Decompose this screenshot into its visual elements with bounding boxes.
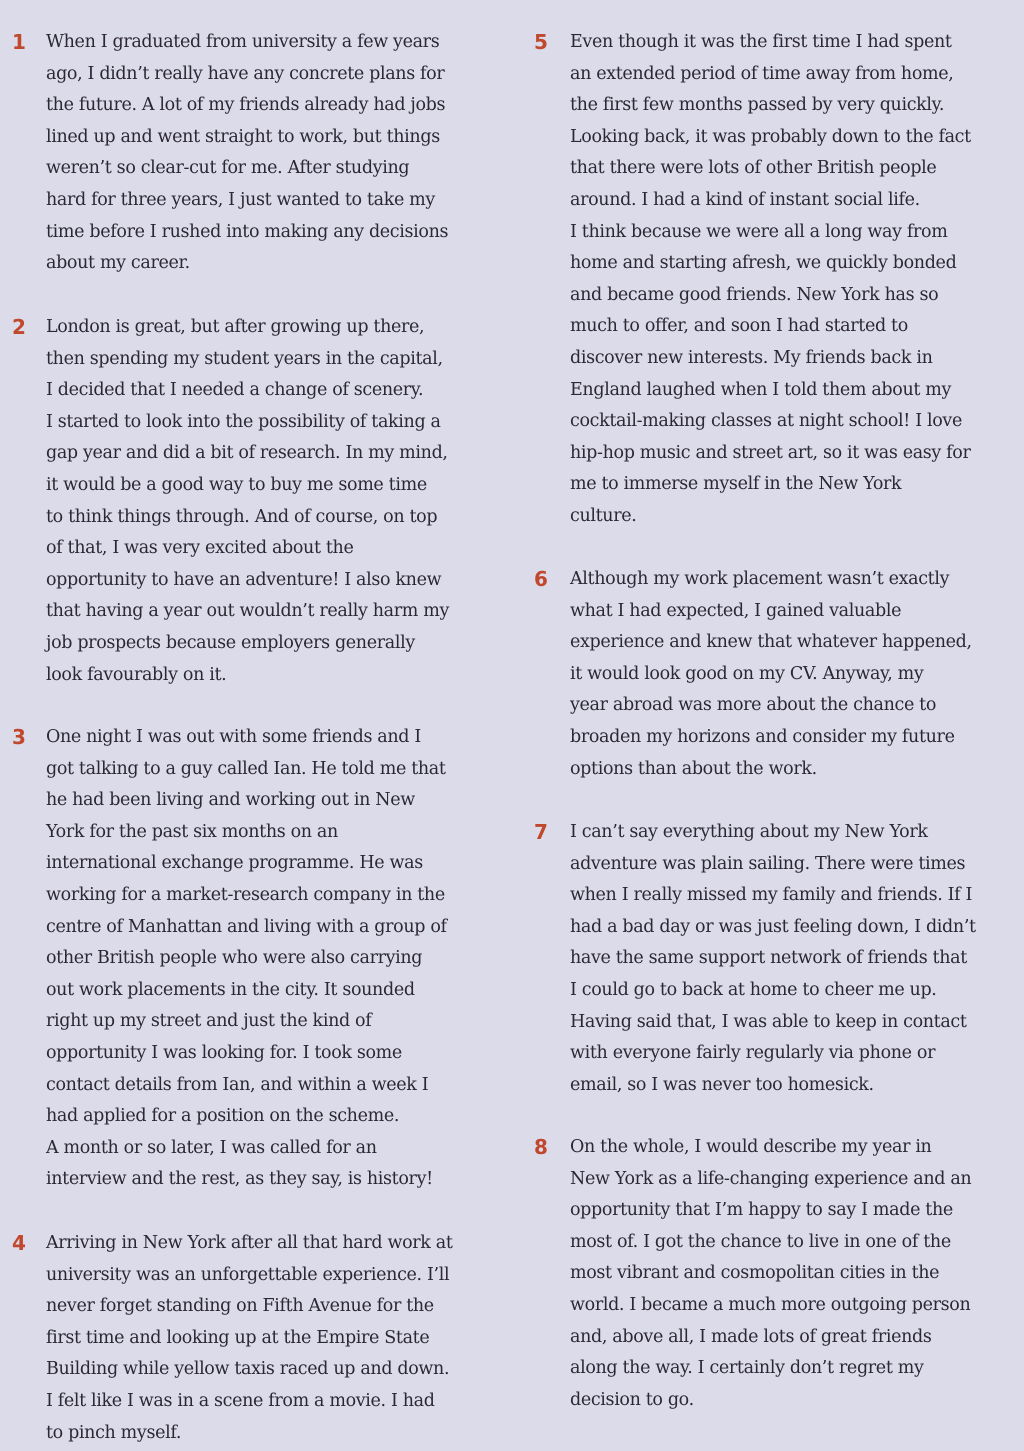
text-line: Even though it was the first time I had spent	[570, 32, 952, 52]
text-line: with everyone fairly regularly via phone or	[570, 1043, 936, 1064]
text-line: around. I had a kind of instant social life.	[570, 189, 920, 210]
text-line: most vibrant and cosmopolitan cities in the	[570, 1263, 940, 1284]
text-line: I could go to back at home to cheer me up.	[570, 979, 937, 1000]
text-line: experience and knew that whatever happened,	[570, 632, 972, 653]
text-line: along the way. I certainly don’t regret my	[570, 1358, 924, 1379]
text-line: ago, I didn’t really have any concrete plans for	[46, 63, 445, 84]
text-line: opportunity that I’m happy to say I made the	[570, 1200, 953, 1221]
text-line: me to immerse myself in the New York	[570, 474, 902, 495]
text-line: centre of Manhattan and living with a group of	[46, 916, 447, 937]
text-line: it would be a good way to buy me some time	[46, 474, 427, 495]
text-line: out work placements in the city. It sounded	[46, 979, 415, 1000]
text-line: job prospects because employers generally	[46, 632, 415, 653]
text-line: he had been living and working out in New	[46, 790, 415, 811]
text-line: working for a market-research company in the	[46, 884, 445, 905]
text-line: contact details from Ian, and within a week I	[46, 1074, 429, 1095]
paragraph-text	[570, 27, 971, 533]
text-line: of that, I was very excited about the	[46, 538, 354, 559]
text-line: I can’t say everything about my New York	[570, 822, 928, 842]
text-line: other British people who were also carrying	[46, 948, 423, 969]
text-line: the first few months passed by very quickly.	[570, 95, 945, 116]
text-line: what I had expected, I gained valuable	[570, 600, 902, 621]
text-line: time before I rushed into making any decisions	[46, 221, 449, 242]
paragraph-text	[46, 722, 447, 1196]
text-line: about my career.	[46, 253, 190, 274]
text-line: When I graduated from university a few years	[46, 32, 440, 52]
text-line: right up my street and just the kind of	[46, 1011, 372, 1032]
text-line: opportunity to have an adventure! I also knew	[46, 569, 442, 590]
text-line: it would look good on my CV. Anyway, my	[570, 663, 924, 684]
text-line: first time and looking up at the Empire State	[46, 1327, 430, 1348]
text-line: weren’t so clear-cut for me. After studying	[46, 158, 410, 179]
paragraph-text	[46, 1228, 453, 1449]
text-line: look favourably on it.	[46, 664, 227, 685]
text-line: much to offer, and soon I had started to	[570, 316, 908, 337]
paragraph-number: 4	[12, 1231, 26, 1255]
paragraph-number: 3	[12, 725, 26, 749]
text-line: Although my work placement wasn’t exactly	[570, 569, 950, 589]
text-line: had a bad day or was just feeling down, I didn’t	[570, 916, 976, 937]
text-line: that having a year out wouldn’t really harm my	[46, 601, 449, 622]
text-line: Having said that, I was able to keep in contact	[570, 1011, 967, 1032]
paragraph-text	[46, 312, 449, 691]
text-line: hip-hop music and street art, so it was easy for	[570, 442, 971, 463]
text-line: New York as a life-changing experience and an	[570, 1168, 972, 1189]
text-line: Building while yellow taxis raced up and down.	[46, 1359, 450, 1380]
text-line: lined up and went straight to work, but things	[46, 126, 440, 147]
text-line: when I really missed my family and friends. If I	[570, 885, 973, 906]
text-line: discover new interests. My friends back in	[570, 347, 933, 368]
paragraph-number: 6	[534, 567, 548, 591]
text-line: I felt like I was in a scene from a movie. I had	[46, 1390, 435, 1411]
text-line: to pinch myself.	[46, 1422, 182, 1443]
paragraph-text	[46, 27, 448, 280]
paragraph-number: 1	[12, 30, 26, 54]
paragraph-number: 7	[534, 820, 548, 844]
paragraph-text	[570, 1132, 971, 1416]
text-line: the future. A lot of my friends already had jobs	[46, 95, 446, 116]
text-line: A month or so later, I was called for an	[46, 1137, 377, 1158]
text-line: have the same support network of friends that	[570, 948, 967, 969]
text-line: an extended period of time away from home,	[570, 63, 954, 84]
text-line: I think because we were all a long way from	[570, 221, 948, 242]
paragraph-number: 8	[534, 1135, 548, 1159]
text-line: world. I became a much more outgoing person	[570, 1294, 971, 1315]
text-line: cocktail-making classes at night school! I love	[570, 411, 962, 432]
text-line: I decided that I needed a change of scenery.	[46, 380, 424, 401]
text-line: got talking to a guy called Ian. He told me that	[46, 758, 446, 779]
text-line: England laughed when I told them about my	[570, 379, 952, 400]
text-line: hard for three years, I just wanted to take my	[46, 189, 435, 210]
text-line: to think things through. And of course, on top	[46, 506, 438, 527]
text-line: and became good friends. New York has so	[570, 284, 939, 305]
text-line: gap year and did a bit of research. In my mind,	[46, 443, 448, 464]
text-line: that there were lots of other British people	[570, 158, 937, 179]
text-line: Looking back, it was probably down to the fact	[570, 126, 971, 147]
text-line: York for the past six months on an	[46, 821, 338, 842]
text-line: and, above all, I made lots of great friends	[570, 1326, 932, 1347]
paragraph-text	[570, 564, 972, 785]
text-line: international exchange programme. He was	[46, 853, 423, 874]
text-line: On the whole, I would describe my year in	[570, 1137, 932, 1157]
text-line: culture.	[570, 505, 637, 526]
text-line: options than about the work.	[570, 758, 817, 779]
text-line: most of. I got the chance to live in one of the	[570, 1231, 951, 1252]
text-line: email, so I was never too homesick.	[570, 1074, 874, 1095]
text-line: adventure was plain sailing. There were times	[570, 853, 966, 874]
text-line: never forget standing on Fifth Avenue for the	[46, 1296, 434, 1317]
text-line: then spending my student years in the capital,	[46, 348, 443, 369]
text-line: broaden my horizons and consider my future	[570, 726, 955, 747]
text-line: I started to look into the possibility of taking a	[46, 411, 441, 432]
text-line: university was an unforgettable experience. I’ll	[46, 1264, 450, 1285]
text-line: home and starting afresh, we quickly bonded	[570, 253, 957, 274]
text-line: London is great, but after growing up there,	[46, 317, 425, 337]
text-line: interview and the rest, as they say, is history!	[46, 1169, 433, 1190]
text-line: One night I was out with some friends and I	[46, 727, 421, 747]
paragraph-number: 2	[12, 315, 26, 339]
text-line: decision to go.	[570, 1389, 694, 1410]
text-line: opportunity I was looking for. I took some	[46, 1042, 402, 1063]
paragraph-number: 5	[534, 30, 548, 54]
paragraph-text	[570, 817, 976, 1101]
text-line: year abroad was more about the chance to	[570, 695, 937, 716]
text-line: had applied for a position on the scheme.	[46, 1106, 400, 1127]
text-line: Arriving in New York after all that hard work at	[46, 1233, 453, 1253]
